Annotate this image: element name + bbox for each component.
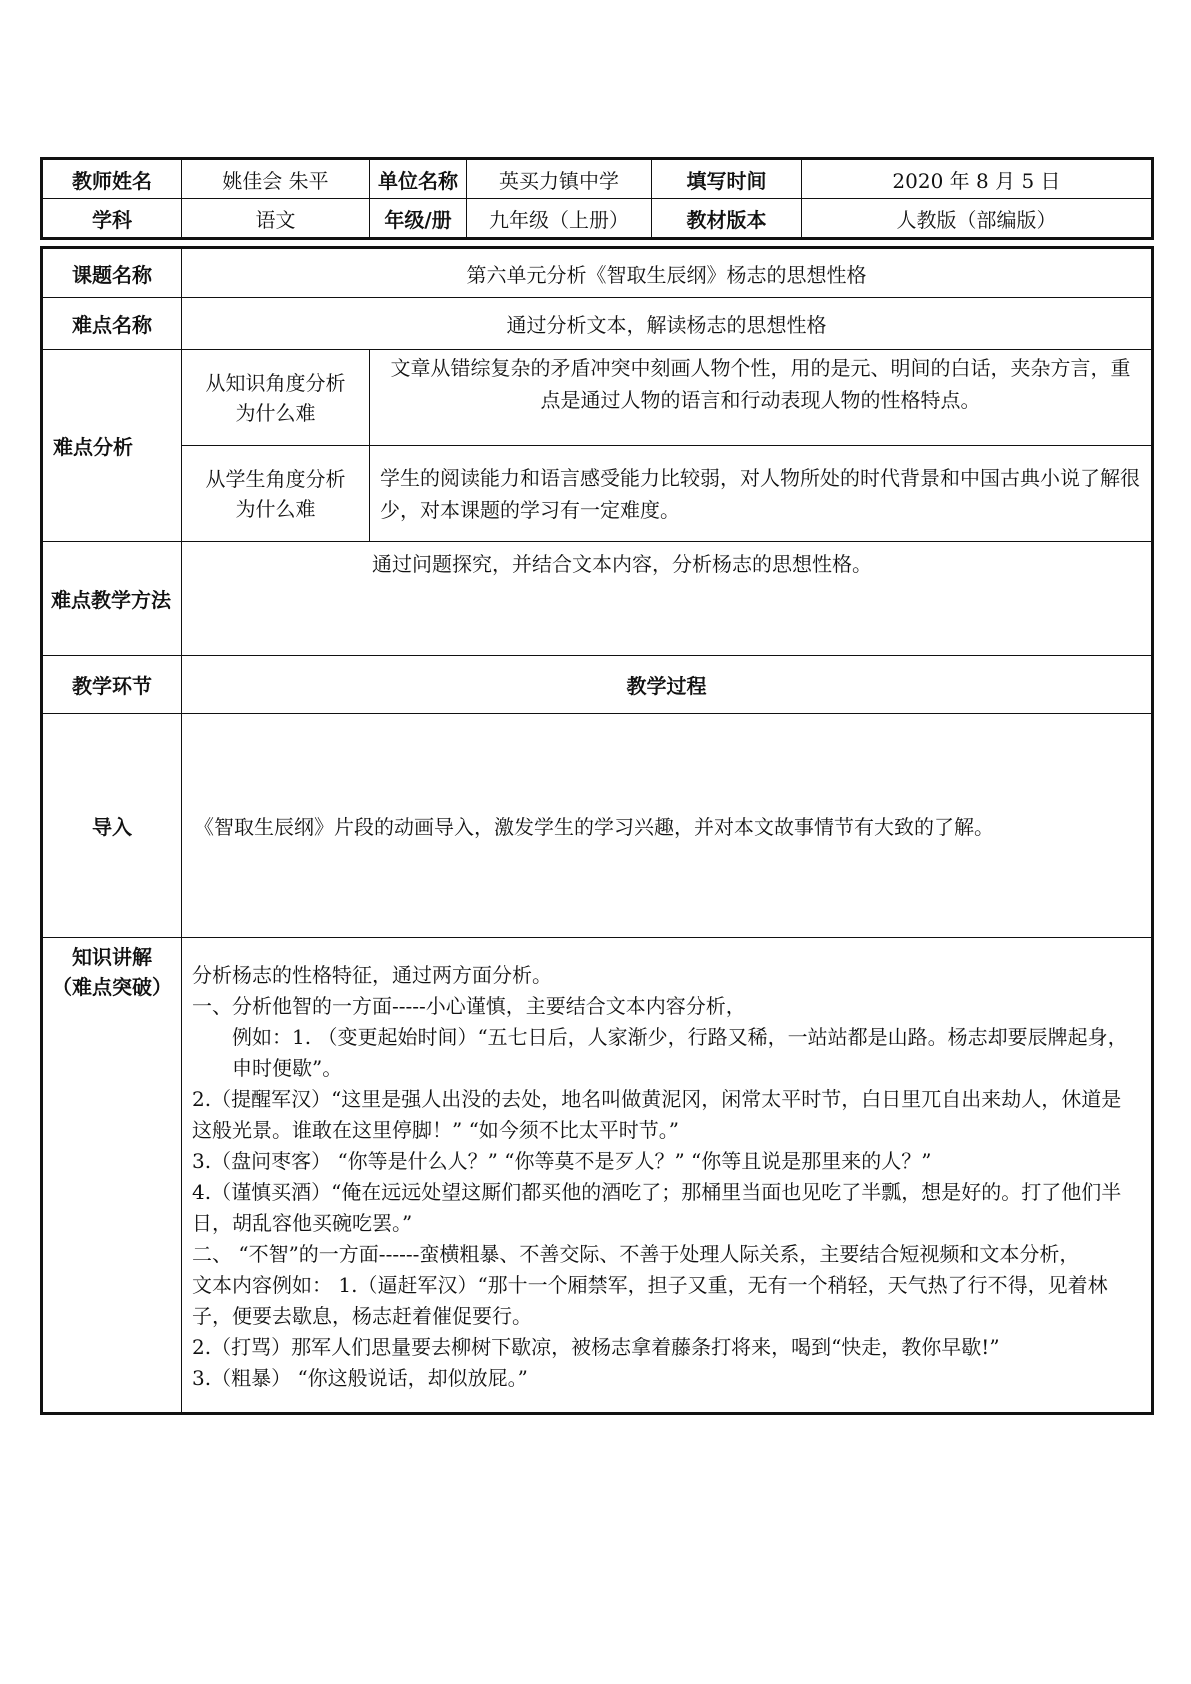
edition-value: 人教版（部编版）: [802, 199, 1153, 239]
grade-label: 年级/册: [370, 199, 467, 239]
knowledge-line: 2.（打骂）那军人们思量要去柳树下歇凉，被杨志拿着藤条打将来，喝到“快走，教你早歇!”: [192, 1335, 1000, 1359]
unit-label: 单位名称: [370, 159, 467, 199]
date-label: 填写时间: [652, 159, 802, 199]
knowledge-line: 2.（提醒军汉）“这里是强人出没的去处，地名叫做黄泥冈，闲常太平时节，白日里兀自出来劫人，休道是这般光景。谁敢在这里停脚！” “如今须不比太平时节。”: [192, 1087, 1122, 1142]
knowledge-line: 3.（粗暴） “你这般说话，却似放屁。”: [192, 1366, 528, 1390]
knowledge-line: 3.（盘问枣客） “你等是什么人？” “你等莫不是歹人？” “你等且说是那里来的人？”: [192, 1149, 932, 1173]
lesson-plan-sheet: [40, 157, 1151, 1415]
subject-value: 语文: [182, 199, 370, 239]
knowledge-line: 例如：1. （变更起始时间）“五七日后，人家渐少，行路又稀，一站站都是山路。杨志却要辰牌起身，申时便歇”。: [232, 1025, 1128, 1080]
knowledge-line: 分析杨志的性格特征，通过两方面分析。: [192, 963, 552, 987]
analysis-label: 难点分析: [42, 350, 182, 542]
difficulty-row: [42, 298, 1153, 350]
teacher-value: 姚佳会 朱平: [182, 159, 370, 199]
student-angle-text: 学生的阅读能力和语言感受能力比较弱，对人物所处的时代背景和中国古典小说了解很少，对本课题的学习有一定难度。: [370, 446, 1153, 542]
intro-text: 《智取生辰纲》片段的动画导入，激发学生的学习兴趣，并对本文故事情节有大致的了解。: [182, 714, 1153, 938]
analysis-knowledge-row: [42, 350, 1153, 446]
knowledge-line: 二、 “不智”的一方面------蛮横粗暴、不善交际、不善于处理人际关系，主要结合短视频和文本分析，: [192, 1242, 1080, 1266]
unit-value: 英买力镇中学: [467, 159, 652, 199]
date-value: 2020 年 8 月 5 日: [802, 159, 1153, 199]
knowledge-label-line1: 知识讲解: [72, 945, 152, 969]
lesson-plan-table: [40, 157, 1154, 240]
analysis-student-row: [42, 446, 1153, 542]
edition-label: 教材版本: [652, 199, 802, 239]
knowledge-angle-label: 从知识角度分析为什么难: [182, 350, 370, 446]
method-label: 难点教学方法: [42, 542, 182, 656]
method-text: 通过问题探究，并结合文本内容，分析杨志的思想性格。: [182, 542, 1153, 656]
method-row: [42, 542, 1153, 656]
lesson-content-table: [40, 246, 1154, 1415]
intro-label: 导入: [42, 714, 182, 938]
header-row-2: [42, 199, 1153, 239]
topic-label: 课题名称: [42, 248, 182, 298]
intro-row: [42, 714, 1153, 938]
knowledge-label: [42, 938, 182, 1414]
grade-value: 九年级（上册）: [467, 199, 652, 239]
student-angle-label: 从学生角度分析为什么难: [182, 446, 370, 542]
knowledge-angle-paragraph: 文章从错综复杂的矛盾冲突中刻画人物个性，用的是元、明间的白话，夹杂方言，重点是通过人物的语言和行动表现人物的性格特点。: [390, 356, 1131, 412]
knowledge-row: [42, 938, 1153, 1414]
stage-header: 教学环节: [42, 656, 182, 714]
difficulty-label: 难点名称: [42, 298, 182, 350]
knowledge-angle-text: [370, 350, 1153, 446]
topic-value: 第六单元分析《智取生辰纲》杨志的思想性格: [182, 248, 1153, 298]
teacher-label: 教师姓名: [42, 159, 182, 199]
knowledge-line: 一、分析他智的一方面-----小心谨慎，主要结合文本内容分析，: [192, 994, 746, 1018]
subject-label: 学科: [42, 199, 182, 239]
topic-row: [42, 248, 1153, 298]
knowledge-label-line2: （难点突破）: [52, 975, 172, 999]
header-row-1: [42, 159, 1153, 199]
knowledge-content: [182, 938, 1153, 1414]
knowledge-line: 4.（谨慎买酒）“俺在远远处望这厮们都买他的酒吃了；那桶里当面也见吃了半瓢，想是好的。打了他们半日，胡乱容他买碗吃罢。”: [192, 1180, 1122, 1235]
process-header: 教学过程: [182, 656, 1153, 714]
process-header-row: [42, 656, 1153, 714]
difficulty-value: 通过分析文本，解读杨志的思想性格: [182, 298, 1153, 350]
knowledge-line: 文本内容例如： 1.（逼赶军汉）“那十一个厢禁军，担子又重，无有一个稍轻，天气热了行不得，见着林子，便要去歇息，杨志赶着催促要行。: [192, 1273, 1108, 1328]
